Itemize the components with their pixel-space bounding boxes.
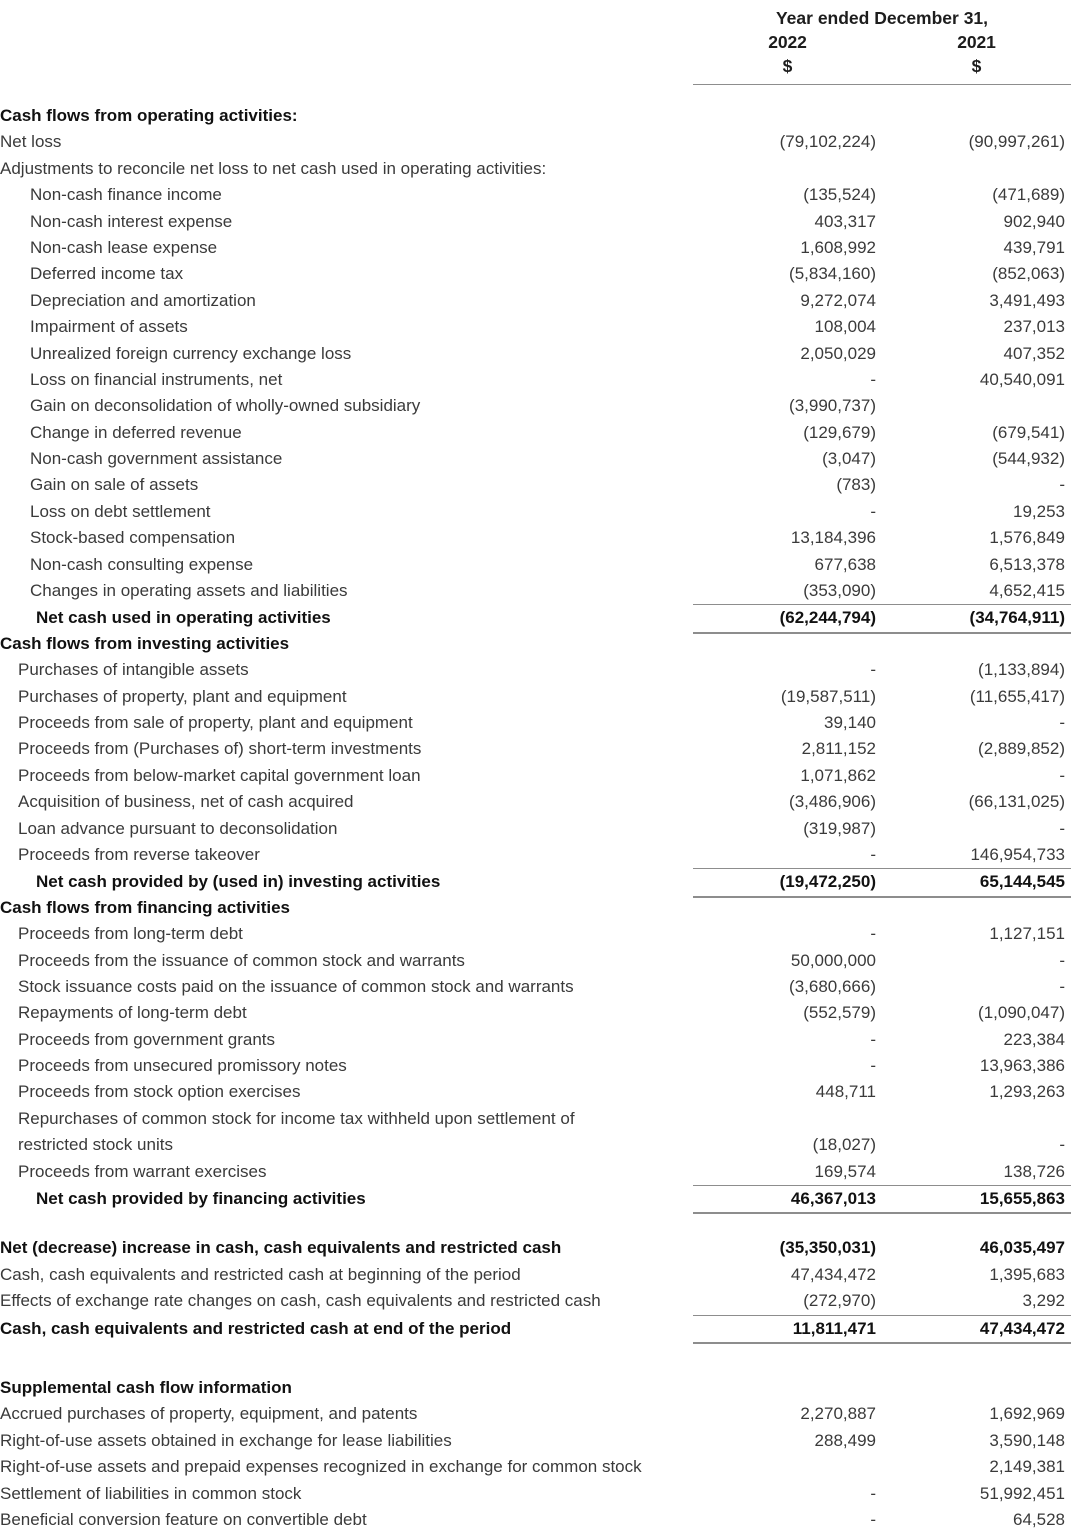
line-item — [0, 763, 1071, 789]
row-label: Non-cash finance income — [30, 185, 222, 205]
row-label: Purchases of property, plant and equipment — [18, 686, 347, 706]
row-label: Repurchases of common stock for income tax withheld upon settlement of — [18, 1108, 575, 1128]
value-2022: 288,499 — [814, 1430, 876, 1450]
value-2022: 2,811,152 — [801, 739, 876, 759]
row-label: Proceeds from government grants — [18, 1029, 276, 1049]
value-2021: 19,253 — [1013, 501, 1065, 521]
section-heading-investing — [0, 631, 1071, 657]
value-2021: (544,932) — [992, 449, 1065, 469]
row-label: Loss on debt settlement — [30, 501, 211, 521]
line-item — [0, 789, 1071, 815]
value-2021: (66,131,025) — [968, 792, 1065, 812]
value-2021: - — [1059, 950, 1065, 970]
row-label: Adjustments to reconcile net loss to net cash used in operating activities: — [0, 158, 547, 178]
row-label: Proceeds from reverse takeover — [18, 844, 260, 864]
value-2021: 1,576,849 — [989, 528, 1065, 548]
row-label: Beneficial conversion feature on convertible debt — [0, 1509, 367, 1529]
value-2022: 11,811,471 — [693, 1315, 882, 1344]
statement-body — [0, 103, 1071, 1533]
line-item — [0, 182, 1071, 208]
summary-row — [0, 1262, 1071, 1288]
row-label: Proceeds from warrant exercises — [18, 1161, 267, 1181]
section-heading-operating — [0, 103, 1071, 129]
value-2022: - — [870, 1509, 876, 1529]
value-2021: 13,963,386 — [979, 1056, 1065, 1076]
value-2022: 448,711 — [815, 1082, 876, 1102]
value-2022: (272,970) — [803, 1291, 876, 1311]
value-2021: 3,491,493 — [989, 290, 1065, 310]
value-2021: 47,434,472 — [882, 1315, 1071, 1344]
value-2022: (62,244,794) — [693, 604, 882, 633]
value-2022: 9,272,074 — [800, 290, 876, 310]
row-label: Supplemental cash flow information — [0, 1377, 292, 1397]
value-2022: 2,050,029 — [800, 343, 876, 363]
row-label: Depreciation and amortization — [30, 290, 256, 310]
line-item — [0, 578, 1071, 604]
subtotal-operating — [0, 604, 1071, 630]
row-label: restricted stock units — [18, 1135, 173, 1155]
value-2022: (18,027) — [812, 1135, 876, 1155]
value-2022: 169,574 — [814, 1161, 876, 1181]
row-label: Proceeds from sale of property, plant and equipment — [18, 712, 413, 732]
supplemental-row — [0, 1481, 1071, 1507]
line-item — [0, 816, 1071, 842]
row-label: Change in deferred revenue — [30, 422, 242, 442]
value-2021: (679,541) — [992, 422, 1065, 442]
summary-gap — [0, 1211, 1071, 1235]
value-2021: 902,940 — [1003, 211, 1065, 231]
row-label: Gain on sale of assets — [30, 475, 199, 495]
value-2022: 2,270,887 — [800, 1404, 876, 1424]
supplemental-row — [0, 1454, 1071, 1480]
row-label: Loss on financial instruments, net — [30, 369, 283, 389]
row-label: Gain on deconsolidation of wholly-owned subsidiary — [30, 396, 421, 416]
supplemental-row — [0, 1428, 1071, 1454]
summary-row — [0, 1235, 1071, 1261]
row-label: Acquisition of business, net of cash acquired — [18, 792, 354, 812]
line-item — [0, 499, 1071, 525]
value-2021: (34,764,911) — [882, 604, 1071, 633]
line-item — [0, 948, 1071, 974]
line-item — [0, 472, 1071, 498]
row-label: Right-of-use assets obtained in exchange for lease liabilities — [0, 1430, 452, 1450]
value-2022: 47,434,472 — [790, 1264, 876, 1284]
value-2021: - — [1059, 765, 1065, 785]
header-gap — [0, 79, 1071, 103]
value-2022: (353,090) — [803, 581, 876, 601]
line-item — [0, 710, 1071, 736]
value-2022: 50,000,000 — [790, 950, 876, 970]
value-2021: 1,127,151 — [989, 924, 1065, 944]
value-2021: - — [1059, 818, 1065, 838]
value-2022: (783) — [836, 475, 876, 495]
value-2022: - — [870, 924, 876, 944]
line-item — [0, 684, 1071, 710]
row-label: Proceeds from unsecured promissory notes — [18, 1056, 347, 1076]
column-header-2022: 2022 — [768, 32, 807, 52]
value-2021: (11,655,417) — [969, 686, 1065, 706]
value-2021: (90,997,261) — [968, 132, 1065, 152]
value-2021: 1,395,683 — [989, 1264, 1065, 1284]
line-item — [0, 1132, 1071, 1158]
value-2021: 439,791 — [1003, 237, 1065, 257]
row-label: Loan advance pursuant to deconsolidation — [18, 818, 338, 838]
value-2022: 1,608,992 — [800, 237, 876, 257]
row-label: Settlement of liabilities in common stock — [0, 1483, 302, 1503]
line-item — [0, 261, 1071, 287]
row-label: Non-cash consulting expense — [30, 554, 254, 574]
value-2022: (552,579) — [803, 1003, 876, 1023]
value-2022: - — [870, 501, 876, 521]
row-label: Proceeds from long-term debt — [18, 924, 243, 944]
value-2022: 677,638 — [814, 554, 876, 574]
row-label: Stock-based compensation — [30, 528, 236, 548]
line-item — [0, 525, 1071, 551]
value-2021: 407,352 — [1003, 343, 1065, 363]
row-label: Deferred income tax — [30, 264, 184, 284]
value-2022: 46,367,013 — [693, 1185, 882, 1214]
currency-symbol-2021: $ — [971, 56, 982, 76]
line-item — [0, 446, 1071, 472]
section-heading-financing — [0, 895, 1071, 921]
value-2021: 1,293,263 — [989, 1082, 1065, 1102]
row-label: Changes in operating assets and liabilities — [30, 581, 348, 601]
line-item — [0, 209, 1071, 235]
value-2022: - — [870, 660, 876, 680]
line-item — [0, 1159, 1071, 1185]
row-label: Net cash provided by financing activities — [36, 1189, 366, 1209]
row-label: Purchases of intangible assets — [18, 660, 249, 680]
row-label: Accrued purchases of property, equipment, and patents — [0, 1404, 418, 1424]
value-2022: - — [870, 1056, 876, 1076]
value-2021: - — [1059, 976, 1065, 996]
row-label: Cash, cash equivalents and restricted cash at beginning of the period — [0, 1264, 521, 1284]
value-2021: 1,692,969 — [989, 1404, 1065, 1424]
value-2021: (2,889,852) — [978, 739, 1065, 759]
section-heading-supplemental — [0, 1375, 1071, 1401]
line-item — [0, 1079, 1071, 1105]
value-2021: 6,513,378 — [989, 554, 1065, 574]
row-label: Non-cash interest expense — [30, 211, 233, 231]
line-item — [0, 235, 1071, 261]
line-item — [0, 129, 1071, 155]
row-label: Proceeds from (Purchases of) short-term investments — [18, 739, 422, 759]
line-item — [0, 341, 1071, 367]
row-label: Cash, cash equivalents and restricted cash at end of the period — [0, 1318, 512, 1338]
value-2022: 1,071,862 — [800, 765, 876, 785]
summary-row — [0, 1288, 1071, 1314]
line-item — [0, 974, 1071, 1000]
supplemental-gap — [0, 1341, 1071, 1375]
supplemental-row — [0, 1401, 1071, 1427]
value-2022: 403,317 — [814, 211, 876, 231]
value-2022: - — [870, 844, 876, 864]
value-2022: 39,140 — [824, 712, 876, 732]
line-item — [0, 921, 1071, 947]
subtotal-financing — [0, 1185, 1071, 1211]
value-2022: (19,472,250) — [693, 868, 882, 897]
row-label: Non-cash government assistance — [30, 449, 283, 469]
row-label: Stock issuance costs paid on the issuance of common stock and warrants — [18, 976, 574, 996]
line-item — [0, 1053, 1071, 1079]
value-2021: (1,133,894) — [978, 660, 1065, 680]
value-2022: (3,990,737) — [789, 396, 876, 416]
value-2021: 65,144,545 — [882, 868, 1071, 897]
value-2022: (3,047) — [822, 449, 876, 469]
value-2021: 64,528 — [1013, 1509, 1065, 1529]
line-item — [0, 420, 1071, 446]
value-2022: 108,004 — [814, 317, 876, 337]
value-2022: - — [870, 369, 876, 389]
value-2021: 46,035,497 — [979, 1238, 1065, 1258]
value-2022: (19,587,511) — [780, 686, 876, 706]
row-label: Non-cash lease expense — [30, 237, 218, 257]
summary-total — [0, 1315, 1071, 1341]
value-2022: (319,987) — [803, 818, 876, 838]
line-item — [0, 288, 1071, 314]
value-2021: - — [1059, 712, 1065, 732]
value-2022: (3,486,906) — [789, 792, 876, 812]
period-title: Year ended December 31, — [775, 8, 989, 28]
column-header-2021: 2021 — [957, 32, 996, 52]
value-2022: (5,834,160) — [789, 264, 876, 284]
value-2022: (129,679) — [803, 422, 876, 442]
line-item — [0, 314, 1071, 340]
line-item — [0, 156, 1071, 182]
supplemental-row — [0, 1507, 1071, 1533]
value-2021: 223,384 — [1003, 1029, 1065, 1049]
row-label: Repayments of long-term debt — [18, 1003, 247, 1023]
value-2021: 51,992,451 — [979, 1483, 1065, 1503]
value-2021: 3,292 — [1022, 1291, 1065, 1311]
value-2022: (35,350,031) — [779, 1238, 876, 1258]
value-2021: 146,954,733 — [970, 844, 1065, 864]
value-2021: (1,090,047) — [978, 1003, 1065, 1023]
value-2021: 2,149,381 — [989, 1457, 1065, 1477]
line-item — [0, 842, 1071, 868]
line-item — [0, 1000, 1071, 1026]
value-2022: (79,102,224) — [779, 132, 876, 152]
value-2022: (135,524) — [803, 185, 876, 205]
row-label: Net cash used in operating activities — [36, 608, 331, 628]
row-label: Unrealized foreign currency exchange loss — [30, 343, 352, 363]
row-label: Cash flows from financing activities — [0, 897, 291, 917]
row-label: Proceeds from the issuance of common stock and warrants — [18, 950, 465, 970]
header-rule — [693, 84, 1071, 85]
value-2021: (471,689) — [992, 185, 1065, 205]
row-label: Net loss — [0, 132, 62, 152]
row-label: Net cash provided by (used in) investing activities — [36, 872, 441, 892]
row-label: Proceeds from below-market capital government loan — [18, 765, 421, 785]
line-item — [0, 367, 1071, 393]
line-item — [0, 393, 1071, 419]
line-item — [0, 657, 1071, 683]
value-2021: - — [1059, 475, 1065, 495]
row-label: Net (decrease) increase in cash, cash equivalents and restricted cash — [0, 1238, 562, 1258]
row-label: Cash flows from investing activities — [0, 633, 290, 653]
line-item — [0, 552, 1071, 578]
statement-header — [0, 0, 1071, 79]
row-label: Right-of-use assets and prepaid expenses recognized in exchange for common stock — [0, 1457, 642, 1477]
value-2021: 40,540,091 — [979, 369, 1065, 389]
row-label: Cash flows from operating activities: — [0, 106, 298, 125]
value-2021: - — [1059, 1135, 1065, 1155]
value-2022: (3,680,666) — [789, 976, 876, 996]
value-2022: 13,184,396 — [790, 528, 876, 548]
value-2022: - — [870, 1483, 876, 1503]
value-2021: 138,726 — [1003, 1161, 1065, 1181]
value-2021: (852,063) — [992, 264, 1065, 284]
line-item — [0, 1027, 1071, 1053]
line-item — [0, 736, 1071, 762]
value-2021: 15,655,863 — [882, 1185, 1071, 1214]
line-item — [0, 1106, 1071, 1132]
value-2021: 237,013 — [1003, 317, 1065, 337]
value-2021: 4,652,415 — [989, 581, 1065, 601]
value-2021: 3,590,148 — [989, 1430, 1065, 1450]
row-label: Effects of exchange rate changes on cash, cash equivalents and restricted cash — [0, 1291, 601, 1311]
value-2022: - — [870, 1029, 876, 1049]
row-label: Impairment of assets — [30, 317, 188, 337]
currency-symbol-2022: $ — [782, 56, 793, 76]
row-label: Proceeds from stock option exercises — [18, 1082, 301, 1102]
subtotal-investing — [0, 868, 1071, 894]
